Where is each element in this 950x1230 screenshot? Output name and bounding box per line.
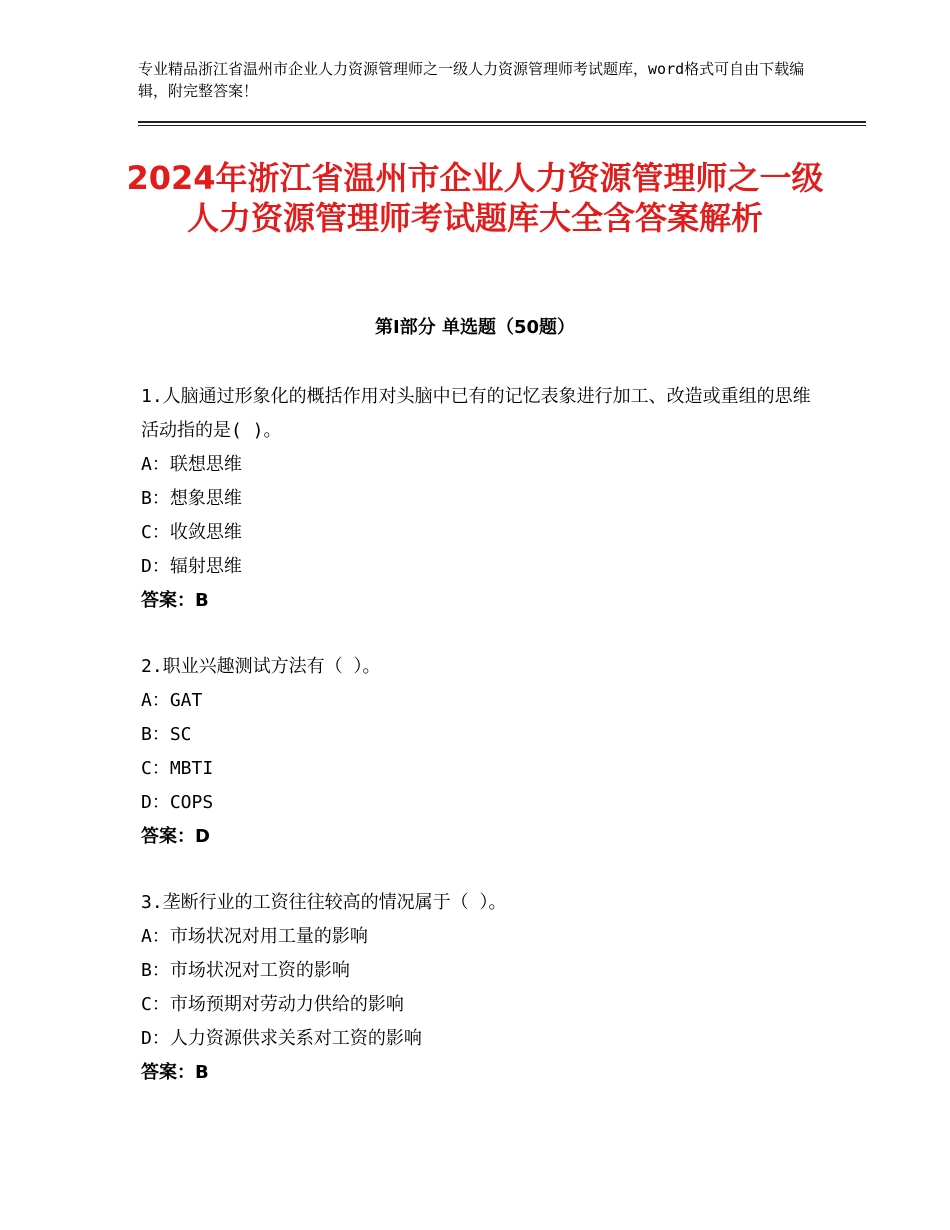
option-b: B：想象思维 bbox=[141, 488, 242, 509]
option-d: D：辐射思维 bbox=[141, 556, 242, 577]
document-title: 2024年浙江省温州市企业人力资源管理师之一级人力资源管理师考试题库大全含答案解析 bbox=[126, 159, 824, 237]
header-rule-thick bbox=[138, 121, 866, 123]
option-d: D：人力资源供求关系对工资的影响 bbox=[141, 1028, 422, 1049]
option-c: C：MBTI bbox=[141, 758, 214, 779]
answer: 答案：D bbox=[141, 826, 210, 847]
option-c: C：市场预期对劳动力供给的影响 bbox=[141, 994, 404, 1015]
option-c: C：收敛思维 bbox=[141, 522, 242, 543]
option-b: B：市场状况对工资的影响 bbox=[141, 960, 350, 981]
option-a: A：联想思维 bbox=[141, 454, 242, 475]
question-stem: 3.垄断行业的工资往往较高的情况属于（ ）。 bbox=[141, 892, 507, 913]
option-a: A：GAT bbox=[141, 690, 203, 711]
question-1 bbox=[141, 380, 821, 618]
option-b: B：SC bbox=[141, 724, 192, 745]
question-3 bbox=[141, 886, 821, 1090]
header-note: 专业精品浙江省温州市企业人力资源管理师之一级人力资源管理师考试题库，word格式可自由下载编辑，附完整答案！ bbox=[138, 60, 805, 100]
header-rule-thin bbox=[138, 125, 866, 126]
section-title: 第Ⅰ部分 单选题（50题） bbox=[374, 317, 575, 338]
answer: 答案：B bbox=[141, 590, 209, 611]
option-d: D：COPS bbox=[141, 792, 214, 813]
question-list bbox=[141, 380, 821, 1090]
answer: 答案：B bbox=[141, 1062, 209, 1083]
question-stem: 2.职业兴趣测试方法有（ ）。 bbox=[141, 656, 381, 677]
question-2 bbox=[141, 650, 821, 854]
option-a: A：市场状况对用工量的影响 bbox=[141, 926, 368, 947]
question-stem: 1.人脑通过形象化的概括作用对头脑中已有的记忆表象进行加工、改造或重组的思维活动指的是( )。 bbox=[141, 386, 811, 441]
